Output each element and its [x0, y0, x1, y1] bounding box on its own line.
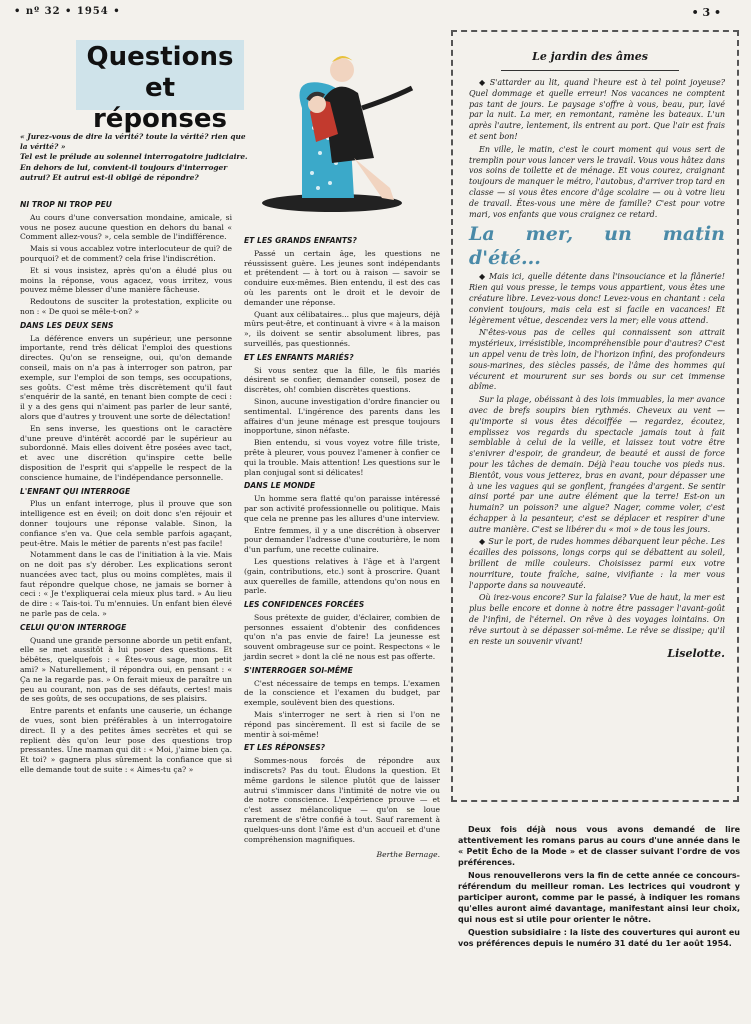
paragraph: La déférence envers un supérieur, une personne importante, rend très délicat l'emploi des questions directes. Qu'on se renseigne, oui, qu'on demande conseil, mais on n'a pas à interroger son patron, par exemple, sur l'emploi de son temps, ses occupations, ses goûts. C'est même très discrètement qu'il faut s'enquérir de la santé, en tenant bien compte de ceci : il y a des gens qui n'aiment pas parler de leur santé, alors que d'autres y trouvent une sorte de délectation!: [20, 333, 232, 421]
article-column-1: [20, 196, 232, 777]
paragraph: Notamment dans le cas de l'initiation à la vie. Mais on ne doit pas s'y dérober. Les explications seront nuancées avec tact, plus ou moins complètes, mais il faut répondre quelque chose, ne jamais se borner à ceci : « Je t'expliquerai cela mieux plus tard. » Au lieu de dire : « Tais-toi. Tu m'ennuies. Un enfant bien élevé ne parle pas de cela. »: [20, 550, 232, 619]
paragraph: En ville, le matin, c'est le court moment qui vous sert de tremplin pour vous lancer vers le travail. Vous vous hâtez dans vos soins de toilette et de ménage. Et vous courez, craignant toujours de manquer le métro, l'autobus, d'arriver trop tard en classe — si vous êtes encore d'âge scolaire — ou à votre lieu de travail. Êtes-vous une mère de famille? C'est pour votre mari, vos enfants que vous craignez ce retard.: [469, 144, 725, 219]
author-signature: Liselotte.: [667, 647, 725, 661]
paragraph: Au cours d'une conversation mondaine, amicale, si vous ne posez aucune question en dehors du banal « Comment allez-vous? », cela semble de l'indifférence.: [20, 212, 232, 242]
reader-notice: [458, 824, 740, 951]
paragraph: Plus un enfant interroge, plus il prouve que son intelligence est en éveil; on doit donc s'en réjouir et donner toujours une réponse valable. Sinon, la confiance s'en va. Que cela semble parfois agaçant, peut-être. Mais le métier de parents n'est pas facile!: [20, 499, 232, 548]
paragraph: Mais s'interroger ne sert à rien si l'on ne répond pas sincèrement. Il est si facile de se mentir à soi-même!: [244, 710, 440, 739]
paragraph: Quant aux célibataires... plus que majeurs, déjà mûrs peut-être, et continuant à vivre « à la maison », ils doivent se sentir absolument libres, pas surveillés, pas questionnés.: [244, 309, 440, 348]
jardin-text: [469, 78, 725, 662]
author-signature: Berthe Bernage.: [376, 850, 440, 860]
paragraph: Les questions relatives à l'âge et à l'argent (gain, contributions, etc.) sont à proscrire. Quant aux querelles de famille, attendons qu'on nous en parle.: [244, 556, 440, 596]
section-heading: DANS LE MONDE: [244, 481, 316, 491]
paragraph: [469, 272, 725, 326]
jardin-title: Le jardin des âmes: [532, 50, 648, 63]
paragraph: En sens inverse, les questions ont le caractère d'une preuve d'intérêt accordé par le supérieur au subordonné. Mais elles doivent être posées avec tact, et avec une discrétion qu'inspire cette belle disposition de l'esprit qui s'appelle le respect de la conscience humaine, de l'indépendance personnelle.: [20, 423, 232, 482]
title-underline: [501, 70, 679, 71]
paragraph: Entre parents et enfants une causerie, un échange de vues, sont bien préférables à un interrogatoire direct. Il y a des petites âmes secrètes et qui se replient dès qu'on leur pose des questions trop pressantes. Une maman qui dit : « Moi, j'aime bien ça. Et toi? » gagnera plus sûrement la confiance que si elle demande tout de suite : « Aimes-tu ça? »: [20, 706, 232, 775]
title-box: [76, 40, 244, 134]
paragraph: Sinon, aucune investigation d'ordre financier ou sentimental. L'ingérence des parents dans les affaires d'un jeune ménage est presque toujours inopportune, sinon néfaste.: [244, 396, 441, 436]
title-line-2: et réponses: [92, 73, 228, 134]
paragraph: Bien entendu, si vous voyez votre fille triste, prête à pleurer, vous pouvez l'amener à confier ce qui la trouble. Mais attention! Les questions sur le plan conjugal sont si délicates!: [244, 438, 440, 477]
diamond-bullet-icon: ◆: [479, 537, 486, 547]
paragraph-text: S'attarder au lit, quand l'heure est à tel point joyeuse? Quel dommage et quelle erreur! Nos vacances ne comptent pas tant de jours. Le paysage s'offre à vous, beau, pur, lavé par la nuit. La mer, en remontant, ramène les bateaux. L'un après l'autre, lentement, ils entrent au port. Que l'air est frais et sent bon!: [469, 78, 725, 141]
section-heading: ET LES GRANDS ENFANTS?: [244, 236, 357, 245]
section-heading: La mer, un matin d'été...: [469, 223, 725, 270]
section-heading: ET LES ENFANTS MARIÉS?: [244, 352, 354, 362]
introduction: [20, 132, 250, 183]
paragraph: Passé un certain âge, les questions ne réussissent guère. Les jeunes sont indépendants et prétendent — à tort ou à raison — savoir se conduire eux-mêmes. Bien entendu, il est des cas où les parents ont le droit et le devoir de demander une réponse.: [244, 248, 440, 307]
paragraph: Sommes-nous forcés de répondre aux indiscrets? Pas du tout. Éludons la question. Et même gardons le silence plutôt que de laisser autrui s'immiscer dans l'intimité de notre vie ou de notre conscience. L'expérience prouve — et c'est assez mélancolique — qu'on se loue rarement de s'être confié à tout. Sauf rarement à quelques-uns dont l'âme est d'un accueil et d'une compréhension magnifiques.: [244, 756, 440, 844]
intro-line: « Jurez-vous de dire la vérité? toute la vérité? rien que la vérité? »: [20, 132, 246, 152]
jardin-des-ames-box: [451, 30, 739, 802]
diamond-bullet-icon: ◆: [479, 78, 487, 87]
section-heading: NI TROP NI TROP PEU: [20, 200, 112, 209]
page-number: • 3 •: [691, 6, 721, 19]
section-heading: L'ENFANT QUI INTERROGE: [20, 486, 131, 496]
title-line-1: Questions: [86, 42, 234, 72]
issue-header: • nº 32 • 1954 •: [14, 6, 121, 17]
paragraph: Sous prétexte de guider, d'éclairer, combien de personnes essaient d'obtenir des confidences qu'on n'a pas envie de faire! La jeunesse est souvent ombrageuse sur ce point. Respectons « le jardin secret » dont la clé ne nous est pas offerte.: [244, 612, 440, 662]
paragraph: N'êtes-vous pas de celles qui connaissent son attrait mystérieux, irrésistible, incompréhensible pour d'autres? C'est un appel venu de très loin, de l'horizon infini, des profondeurs sous-marines, des siècles passés, de l'âme des hommes qui vécurent et moururent sur ses bords ou sur cet immense abîme.: [469, 328, 725, 392]
paragraph: Où irez-vous encore? Sur la falaise? Vue de haut, la mer est plus belle encore et donne à notre être passager l'avant-goût de l'infini, de l'éternel. On rêve à des voyages lointains. On rêve surtout à se dépasser soi-même. Le rêve se dissipe; qu'il en reste un souvenir vivant!: [469, 593, 725, 646]
paragraph-text: Mais ici, quelle détente dans l'insouciance et la flânerie! Rien qui vous presse, le temps vous appartient, vous êtes une créature libre. Levez-vous donc! Levez-vous en chantant : cela convient toujours, mais cela est si facile en vacances! Et légèrement vêtue, descendez vers la mer; elle vous attend.: [469, 272, 726, 325]
diamond-bullet-icon: ◆: [479, 272, 486, 282]
paragraph: Un homme sera flatté qu'on paraisse intéressé par son activité professionnelle ou politique. Mais que cela ne prenne pas les allures d'une interview.: [244, 494, 440, 523]
paragraph: C'est nécessaire de temps en temps. L'examen de la conscience et l'examen du budget, par exemple, soulèvent bien des questions.: [244, 678, 440, 708]
paragraph: Nous renouvellerons vers la fin de cette année ce concours-référendum du meilleur roman. Les lectrices qui voudront y participer auront, comme par le passé, à indiquer les romans qu'elles auront aimé davantage, manifestant ainsi leur choix, qui nous est si utile pour orienter le nôtre.: [458, 871, 740, 924]
intro-line: En dehors de lui, convient-il toujours d'interroger autrui? Et autrui est-il obligé de répondre?: [20, 162, 228, 182]
article-column-2: [244, 232, 440, 860]
section-heading: ET LES RÉPONSES?: [244, 743, 326, 753]
section-heading: CELUI QU'ON INTERROGE: [20, 622, 127, 632]
paragraph: [469, 78, 725, 143]
intro-line: Tel est le prélude au solennel interrogatoire judiciaire.: [20, 152, 248, 162]
paragraph: Et si vous insistez, après qu'on a éludé plus ou moins la réponse, vous agacez, vous irritez, vous pouvez même blesser d'une manière fâcheuse.: [20, 265, 232, 295]
page-title: [76, 42, 244, 135]
paragraph: Sur la plage, obéissant à des lois immuables, la mer avance avec de brefs soupirs bien rythmés. Cheveux au vent — qu'importe si vous êtes décoiffée — regardez, écoutez, emplissez vos regards du spectacle jamais tout à fait semblable à celui de la veille, et laissez tout votre être s'enivrer d'espoir, de grandeur, de beauté et aussi de force pour les tâches de demain. Déjà l'eau touche vos pieds nus. Bientôt, vous vous jetterez, bras en avant, pour dépasser une à une les vagues qui se gonflent, frangées d'argent. Se sentir ainsi porté par une autre élément que la terre! Est-on un humain? un poisson? une algue? Nager, comme voler, c'est échapper à la pesanteur, c'est se déplacer et respirer d'une autre manière. C'est se libérer du « moi » de tous les jours.: [469, 395, 725, 534]
paragraph: Quand une grande personne aborde un petit enfant, elle se met aussitôt à lui poser des questions. Et bébêtes, quelquefois : « Êtes-vous sage, mon petit ami? » Naturellement, il répondra oui, en pensant : « Ça ne la regarde pas. » On ferait mieux de paraître un peu au courant, non pas de ses défauts, certes! mais de ses goûts, de ses occupations, de ses plaisirs.: [20, 635, 232, 704]
mother-child-illustration: [262, 38, 442, 218]
paragraph: Si vous sentez que la fille, le fils mariés désirent se confier, demander conseil, posez de discrètes, oh! combien discrètes questions.: [244, 365, 440, 395]
paragraph: Entre femmes, il y a une discrétion à observer pour demander l'adresse d'une couturière, le nom d'un parfum, une recette culinaire.: [244, 525, 440, 555]
section-heading: S'INTERROGER SOI-MÊME: [244, 665, 353, 675]
paragraph-text: Sur le port, de rudes hommes débarquent leur pêche. Les écailles des poissons, longs corps qui se débattent au soleil, brillent de mille couleurs. Choisissez parmi eux votre nourriture, toute fraîche, saine, vivifiante : la mer vous l'apporte dans sa nouveauté.: [469, 537, 726, 590]
paragraph: Mais si vous accablez votre interlocuteur de qui? de pourquoi? et de comment? cela frise l'indiscrétion.: [20, 244, 232, 263]
section-heading: DANS LES DEUX SENS: [20, 320, 114, 330]
paragraph: [469, 537, 725, 591]
paragraph: Deux fois déjà nous vous avons demandé de lire attentivement les romans parus au cours d'une année dans le « Petit Écho de la Mode » et de classer suivant l'ordre de vos préférences.: [458, 825, 740, 867]
paragraph: Redoutons de susciter la protestation, explicite ou non : « De quoi se mêle-t-on? »: [20, 297, 232, 316]
paragraph: Question subsidiaire : la liste des couvertures qui auront eu vos préférences depuis le numéro 31 daté du 1er août 1954.: [458, 928, 740, 948]
section-heading: LES CONFIDENCES FORCÉES: [244, 600, 365, 610]
